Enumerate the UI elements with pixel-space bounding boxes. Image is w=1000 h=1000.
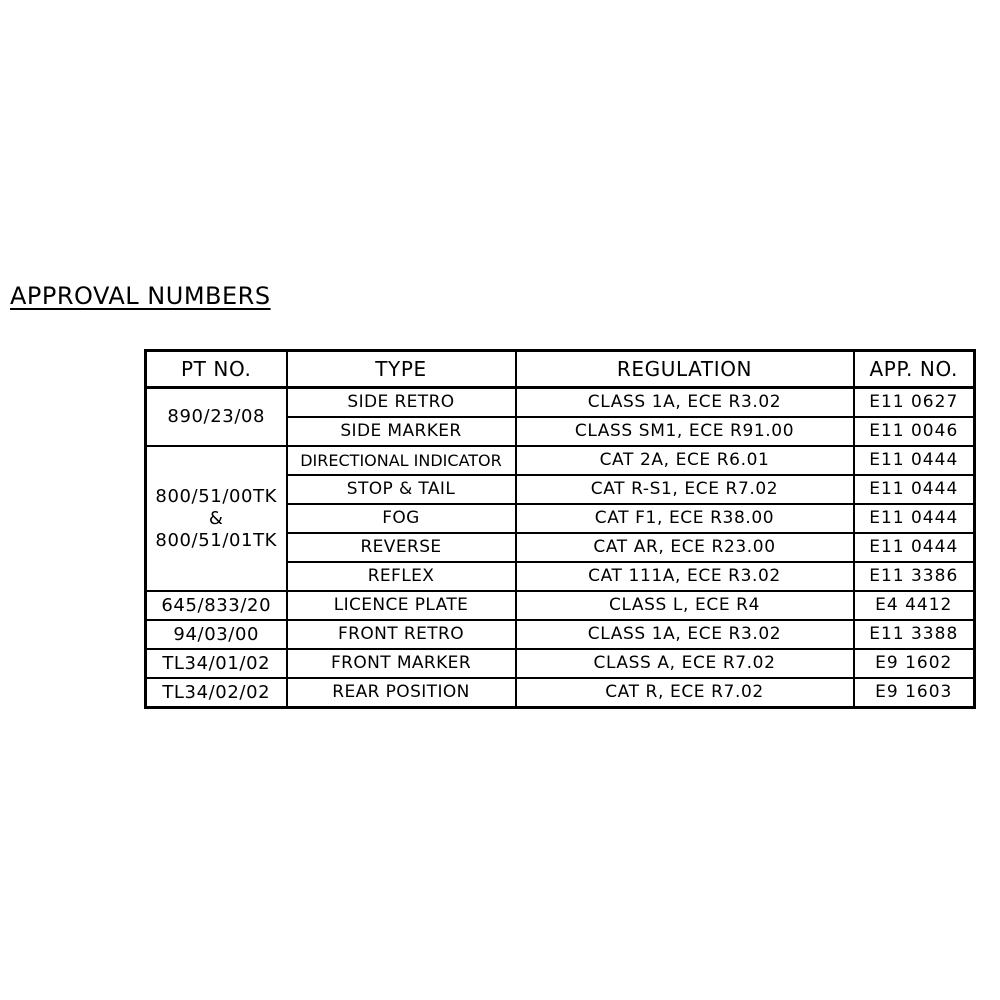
app-no-cell: E11 3388 [854,620,975,649]
table-row [146,649,975,678]
pt-no-cell [146,591,287,620]
column-header-type: TYPE [287,351,516,388]
app-no-cell: E11 0627 [854,388,975,418]
app-no-cell: E11 0444 [854,446,975,475]
page-title: APPROVAL NUMBERS [10,282,271,310]
pt-no-cell [146,620,287,649]
regulation-cell: CAT F1, ECE R38.00 [516,504,854,533]
app-no-cell: E9 1602 [854,649,975,678]
pt-no-text: 645/833/20 [161,594,272,616]
column-header-regulation: REGULATION [516,351,854,388]
regulation-cell: CLASS 1A, ECE R3.02 [516,620,854,649]
type-cell: LICENCE PLATE [287,591,516,620]
type-cell: FRONT MARKER [287,649,516,678]
app-no-cell: E11 0444 [854,475,975,504]
pt-no-cell [146,446,287,591]
regulation-cell: CAT 2A, ECE R6.01 [516,446,854,475]
regulation-cell: CLASS L, ECE R4 [516,591,854,620]
type-cell: DIRECTIONAL INDICATOR [287,446,516,475]
approval-numbers-table [144,349,976,709]
app-no-cell: E11 0444 [854,504,975,533]
table-header-row [146,351,975,388]
pt-no-text: 800/51/00TK [155,485,278,507]
regulation-cell: CAT 111A, ECE R3.02 [516,562,854,591]
type-cell: SIDE RETRO [287,388,516,418]
app-no-cell: E9 1603 [854,678,975,708]
app-no-cell: E4 4412 [854,591,975,620]
pt-no-text: 890/23/08 [167,406,266,427]
type-cell: FRONT RETRO [287,620,516,649]
regulation-cell: CAT R-S1, ECE R7.02 [516,475,854,504]
pt-no-text: 800/51/01TK [155,529,278,551]
regulation-cell: CLASS 1A, ECE R3.02 [516,388,854,418]
pt-no-text: TL34/02/02 [162,681,271,703]
table-row [146,388,975,418]
pt-no-cell [146,388,287,447]
pt-no-cell [146,678,287,708]
table-row [146,678,975,708]
app-no-cell: E11 3386 [854,562,975,591]
regulation-cell: CLASS A, ECE R7.02 [516,649,854,678]
type-cell: REFLEX [287,562,516,591]
pt-no-text: 94/03/00 [173,623,260,645]
table-row [146,620,975,649]
pt-no-cell [146,649,287,678]
app-no-cell: E11 0444 [854,533,975,562]
regulation-cell: CAT R, ECE R7.02 [516,678,854,708]
table-row [146,591,975,620]
column-header-app-no: APP. NO. [854,351,975,388]
regulation-cell: CLASS SM1, ECE R91.00 [516,417,854,446]
type-cell: REAR POSITION [287,678,516,708]
type-cell: STOP & TAIL [287,475,516,504]
app-no-cell: E11 0046 [854,417,975,446]
regulation-cell: CAT AR, ECE R23.00 [516,533,854,562]
table-body [146,388,975,708]
type-cell: REVERSE [287,533,516,562]
pt-no-text: TL34/01/02 [162,652,271,674]
type-cell: SIDE MARKER [287,417,516,446]
table-row [146,446,975,475]
column-header-pt-no: PT NO. [146,351,287,388]
pt-no-text: & [208,507,224,529]
type-cell: FOG [287,504,516,533]
